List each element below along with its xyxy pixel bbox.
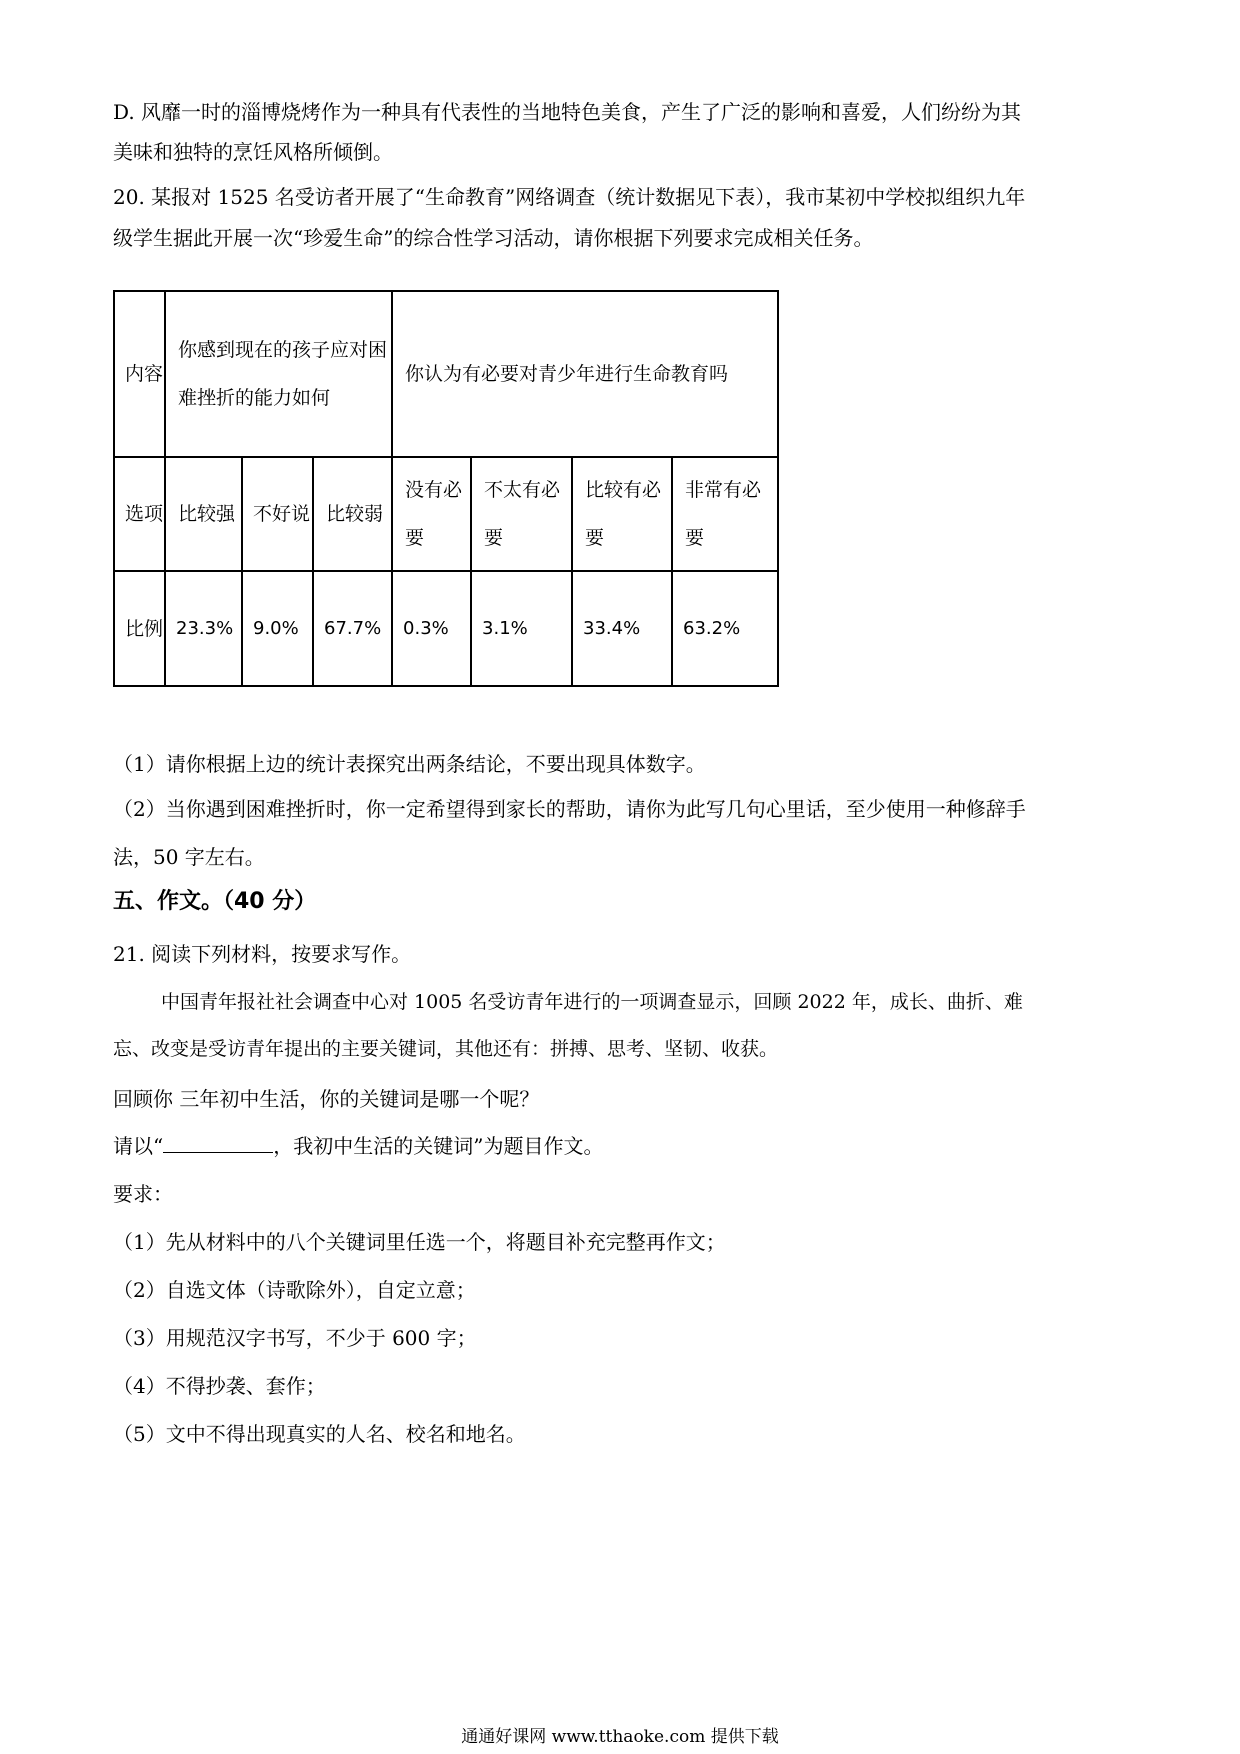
option-d-line1: D. 风靡一时的淄博烧烤作为一种具有代表性的当地特色美食，产生了广泛的影响和喜爱，人们纷纷为其 — [113, 100, 1022, 124]
material-line1: 中国青年报社社会调查中心对 1005 名受访青年进行的一项调查显示，回顾 2022 年，成长、曲折、难 — [161, 991, 1023, 1013]
question-20-line1: 20. 某报对 1525 名受访者开展了“生命教育”网络调查（统计数据见下表），我市某初中学校拟组织九年 — [113, 185, 1026, 209]
title-blank — [163, 1132, 273, 1153]
percentage-cell: 33.4% — [572, 571, 672, 686]
section-heading: 五、作文。（40 分） — [113, 889, 317, 914]
row-label-options: 选项 — [114, 457, 165, 572]
row-label-ratio: 比例 — [114, 571, 165, 686]
option-cell: 比较有必要 — [572, 457, 672, 572]
requirement-item: （2）自选文体（诗歌除外），自定立意； — [113, 1278, 476, 1302]
requirement-item: （5）文中不得出现真实的人名、校名和地名。 — [113, 1422, 526, 1446]
option-cell: 没有必要 — [392, 457, 471, 572]
option-cell: 比较弱 — [313, 457, 392, 572]
option-cell: 非常有必要 — [672, 457, 778, 572]
title-suffix: ，我初中生活的关键词”为题目作文。 — [273, 1134, 604, 1158]
page-footer: 通通好课网 www.tthaoke.com 提供下载 — [461, 1727, 779, 1747]
task-2-line1: （2）当你遇到困难挫折时，你一定希望得到家长的帮助，请你为此写几句心里话，至少使用一种修辞手 — [113, 797, 1026, 821]
percentage-cell: 63.2% — [672, 571, 778, 686]
option-cell: 比较强 — [165, 457, 242, 572]
option-d-line2: 美味和独特的烹饪风格所倾倒。 — [113, 140, 393, 164]
requirement-item: （4）不得抄袭、套作； — [113, 1374, 326, 1398]
title-instruction — [113, 1132, 603, 1160]
percentage-cell: 23.3% — [165, 571, 242, 686]
table-row — [114, 571, 778, 686]
table-row — [114, 457, 778, 572]
requirement-item: （3）用规范汉字书写，不少于 600 字； — [113, 1326, 477, 1350]
row-label-content: 内容 — [114, 291, 165, 457]
percentage-cell: 67.7% — [313, 571, 392, 686]
material-line2: 忘、改变是受访青年提出的主要关键词，其他还有：拼搏、思考、坚韧、收获。 — [113, 1038, 779, 1060]
survey-question-ability: 你感到现在的孩子应对困难挫折的能力如何 — [165, 291, 392, 457]
task-2-line2: 法，50 字左右。 — [113, 845, 265, 869]
survey-table — [113, 290, 779, 687]
percentage-cell: 9.0% — [242, 571, 313, 686]
table-row — [114, 291, 778, 457]
task-1: （1）请你根据上边的统计表探究出两条结论，不要出现具体数字。 — [113, 752, 706, 776]
requirement-item: （1）先从材料中的八个关键词里任选一个，将题目补充完整再作文； — [113, 1230, 726, 1254]
question-20-line2: 级学生据此开展一次“珍爱生命”的综合性学习活动，请你根据下列要求完成相关任务。 — [113, 226, 874, 250]
percentage-cell: 3.1% — [471, 571, 572, 686]
question-21-title: 21. 阅读下列材料，按要求写作。 — [113, 942, 412, 966]
writing-prompt: 回顾你 三年初中生活，你的关键词是哪一个呢？ — [113, 1087, 540, 1111]
survey-question-necessity: 你认为有必要对青少年进行生命教育吗 — [392, 291, 778, 457]
requirements-label: 要求： — [113, 1182, 173, 1206]
option-cell: 不太有必要 — [471, 457, 572, 572]
option-cell: 不好说 — [242, 457, 313, 572]
title-prefix: 请以“ — [113, 1134, 164, 1158]
percentage-cell: 0.3% — [392, 571, 471, 686]
